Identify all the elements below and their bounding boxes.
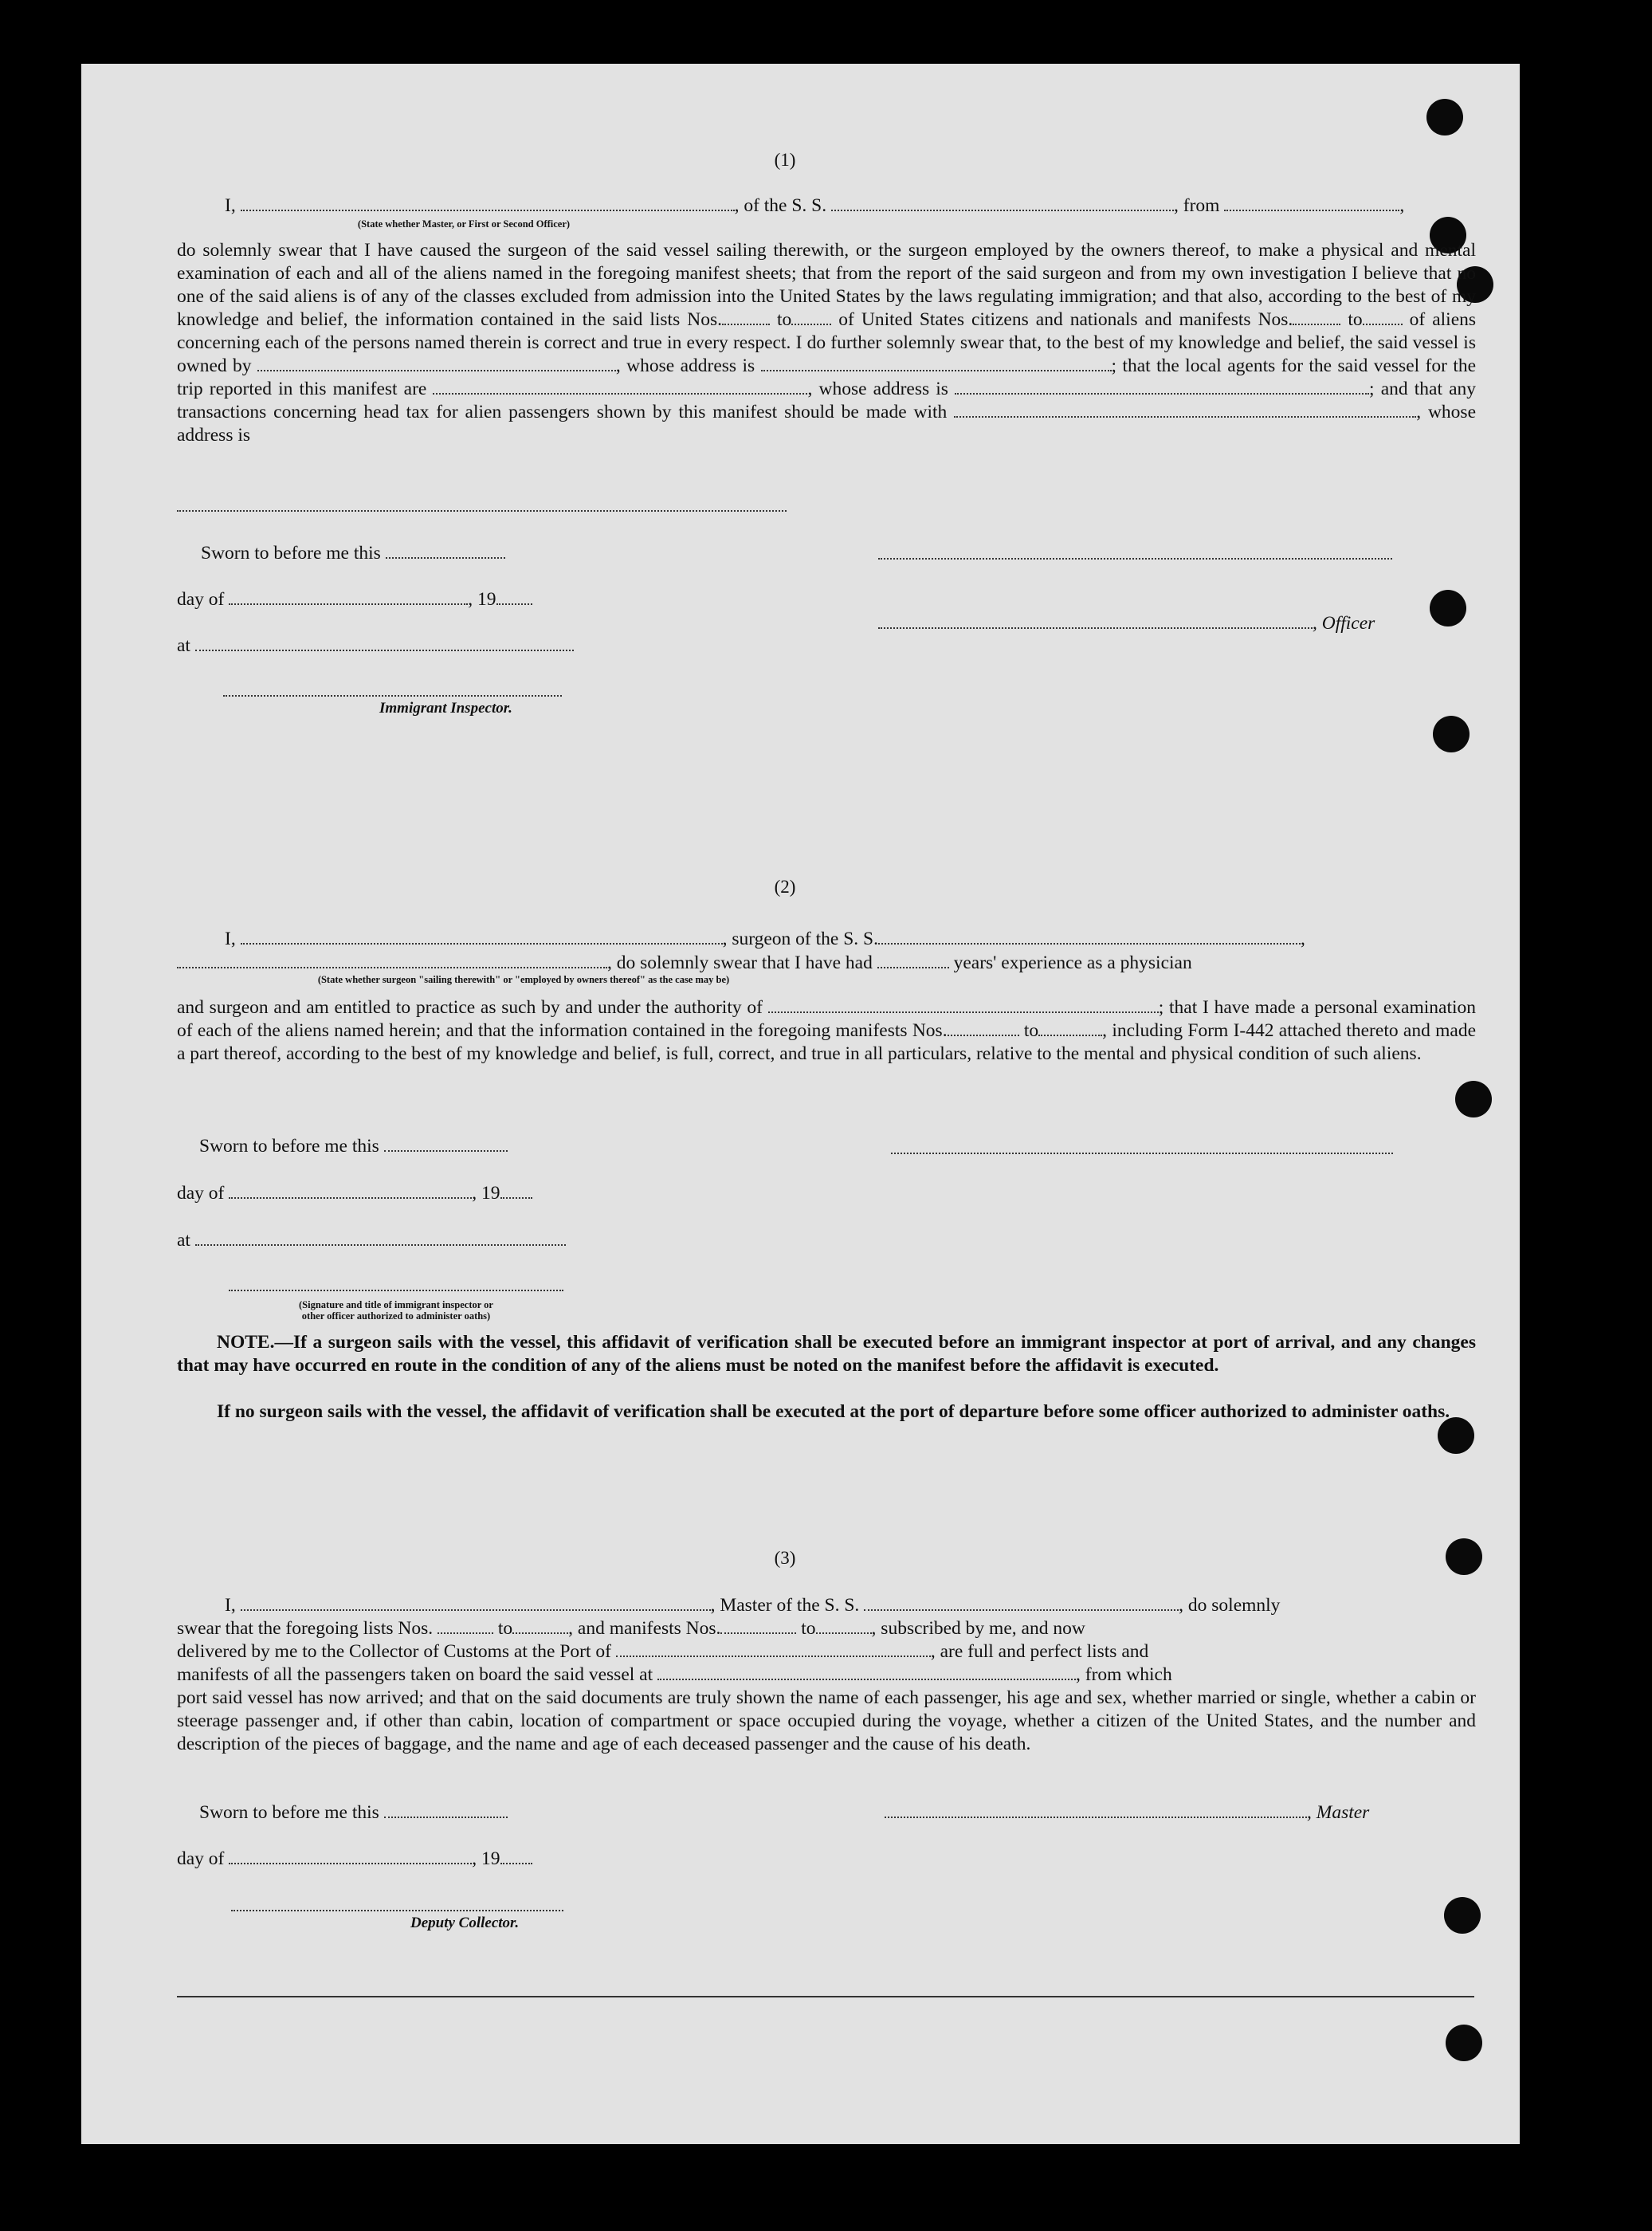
form-page [81, 64, 1520, 2144]
master-line [885, 1801, 1369, 1824]
blank-field [768, 997, 1159, 1013]
blank-field [195, 635, 574, 651]
bottom-rule [177, 1996, 1474, 1997]
note-label: NOTE. [217, 1332, 275, 1353]
text: that I have made a personal examination of each of the aliens named herein; and that the information contained in the foregoing manifests Nos. [177, 997, 1477, 1041]
oath-body [177, 1687, 1476, 1756]
text: to [1348, 309, 1363, 330]
field-note [229, 1299, 563, 1322]
field-note: (State whether surgeon "sailing therewith" or "employed by owners thereof" as the case may be) [317, 974, 730, 985]
text: , do solemnly swear that I have had [607, 952, 873, 973]
blank-field [500, 1183, 532, 1199]
text: I, [225, 1595, 236, 1616]
field-note: (State whether Master, or First or Second Officer) [357, 218, 571, 230]
inspector-title: Immigrant Inspector. [379, 700, 512, 717]
text: do solemnly swear that I have caused the surgeon of the said vessel sailing therewith, or the surgeon employed by the owners thereof, to make a physical and mental examination of each and all of the aliens named in the foregoing manifest sheets; that from the report of the said surgeon and from my own investigation I believe that no one of the said aliens is of any of the classes excluded from admission into the United States by the laws regulating immigration; and that also, according to the best of my knowledge and belief, the information contained in the said lists Nos. [177, 240, 1476, 330]
sworn-label [199, 1135, 508, 1158]
note-paragraph [177, 1331, 1476, 1377]
note-paragraph [177, 1400, 1476, 1424]
blank-field [438, 1618, 493, 1634]
text: to [1023, 1020, 1039, 1041]
text: , and manifests Nos. [568, 1618, 721, 1639]
signature-line [885, 1802, 1307, 1818]
text: swear that the foregoing lists Nos. [177, 1618, 434, 1639]
text: Sworn to before me this [199, 1802, 379, 1823]
text: , Officer [1313, 613, 1375, 634]
text: of United States citizens and nationals and manifests Nos. [838, 309, 1293, 330]
blank-field [241, 195, 735, 211]
text: to [776, 309, 792, 330]
signature-line [229, 1290, 563, 1291]
text: I, [225, 195, 236, 216]
blank-field [831, 195, 1174, 211]
oath-line [177, 1663, 1172, 1687]
text: at [177, 635, 190, 656]
punch-hole [1433, 716, 1470, 752]
text: Sworn to before me this [201, 543, 381, 564]
blank-field [722, 309, 770, 325]
text: , are full and perfect lists and [930, 1641, 1149, 1662]
blank-field [761, 355, 1112, 371]
text: , whose address is [177, 402, 1476, 446]
signature-line [223, 695, 562, 697]
blank-field [386, 543, 505, 559]
blank-field [878, 929, 1301, 945]
punch-hole [1455, 1081, 1492, 1117]
blank-field [512, 1618, 568, 1634]
at-line [177, 634, 574, 658]
blank-field [616, 1641, 931, 1657]
section-number: (1) [774, 150, 796, 170]
text: at [177, 1230, 190, 1251]
blank-field [241, 1595, 711, 1611]
signature-line [878, 613, 1313, 629]
oath-line: I, , of the S. S. , from , [225, 195, 1405, 216]
blank-field [500, 1848, 532, 1864]
day-line [177, 1182, 532, 1205]
text: day of [177, 1183, 225, 1204]
text: day of [177, 589, 225, 610]
text: , whose address is [615, 355, 755, 376]
blank-field [241, 929, 723, 945]
blank-field [1293, 309, 1340, 325]
text: I, [225, 929, 236, 949]
blank-field [229, 589, 468, 605]
text: , 19 [472, 1183, 500, 1204]
text: (Signature and title of immigrant inspector or [299, 1299, 493, 1310]
blank-field [1363, 309, 1403, 325]
blank-field [257, 355, 616, 371]
punch-hole [1446, 2025, 1482, 2061]
text: to [801, 1618, 816, 1639]
text: —If a surgeon sails with the vessel, this affidavit of verification shall be executed before an immigrant inspector at port of arrival, and any changes that may have occurred en route in the condition of any of the aliens must be noted on the manifest before the affidavit is executed. [177, 1332, 1476, 1376]
blank-field [816, 1618, 872, 1634]
text: delivered by me to the Collector of Customs at the Port of [177, 1641, 611, 1662]
sworn-label [201, 542, 505, 565]
text: , surgeon of the S. S. [722, 929, 878, 949]
blank-field [229, 1183, 472, 1199]
signature-line [878, 558, 1392, 560]
oath-line [177, 952, 1192, 975]
blank-field [791, 309, 831, 325]
text: If no surgeon sails with the vessel, the affidavit of verification shall be executed at the port of departure before some officer authorized to administer oaths. [217, 1401, 1450, 1422]
section-number: (2) [774, 877, 796, 897]
blank-field [177, 952, 607, 968]
text: , subscribed by me, and now [871, 1618, 1085, 1639]
blank-field [955, 379, 1369, 395]
day-line [177, 1848, 532, 1871]
text: day of [177, 1848, 225, 1869]
text: Sworn to before me this [199, 1136, 379, 1157]
text: , including Form I-442 attached thereto and made a part thereof, according to the best of my knowledge and belief, is full, correct, and true in all particulars, relative to the mental and physical condition of such aliens. [177, 1020, 1476, 1064]
text: ; and that any transactions concerning head tax for alien passengers shown by this manifest should be made with [177, 379, 1477, 422]
text: to [497, 1618, 513, 1639]
text: , 19 [472, 1848, 500, 1869]
day-line [177, 588, 532, 611]
text: other officer authorized to administer oaths) [301, 1310, 491, 1322]
collector-title: Deputy Collector. [410, 1915, 520, 1931]
blank-field [864, 1595, 1179, 1611]
blank-field [384, 1802, 508, 1818]
oath-body: do solemnly swear that I have caused the surgeon of the said vessel sailing therewith, or the surgeon employed by the owners thereof, to make a physical and mental examination of each and all of the aliens named in the foregoing manifest sheets; that from the report of the said surgeon and from my own investigation I believe that no one of the said aliens is of any of the classes excluded from admission into the United States by the laws regulating immigration; and that also, according to the best of my knowledge and belief, the information contained in the said lists Nos. to of United States citizens and nationals and manifests Nos. to of aliens concerning each of the persons named therein is correct and true in every respect. I do further solemnly swear that, to the best of my knowledge and belief, the said vessel is owned by , whose address is ; that the local agents for the said vessel for the trip reported in this manifest are , whose address is ; and that any transactions concerning head tax for alien passengers shown by this manifest should be made with , whose address is [177, 240, 1477, 446]
text: manifests of all the passengers taken on board the said vessel at [177, 1664, 653, 1685]
text: , Master [1307, 1802, 1370, 1823]
blank-field [177, 510, 787, 512]
punch-hole [1430, 590, 1466, 626]
text: , from which [1076, 1664, 1172, 1685]
punch-hole [1446, 1538, 1482, 1575]
oath-line [177, 1640, 1148, 1663]
text: , 19 [468, 589, 496, 610]
blank-field [496, 589, 532, 605]
text: that the local agents for the said vessel for the trip reported in this manifest are [177, 355, 1477, 399]
blank-field [384, 1136, 508, 1152]
text: , do solemnly [1179, 1595, 1281, 1616]
section-number: (3) [774, 1548, 796, 1568]
blank-field [1038, 1020, 1102, 1036]
blank-field [1224, 195, 1399, 211]
blank-field [229, 1848, 472, 1864]
blank-field [657, 1664, 1076, 1680]
text: , from [1174, 195, 1220, 216]
punch-hole [1426, 99, 1463, 136]
oath-body: and surgeon and am entitled to practice as such by and under the authority of ; that I have made a personal examination of each of the aliens named herein; and that the information contained in the foregoing manifests Nos. to , including Form I-442 attached thereto and made a part thereof, according to the best of my knowledge and belief, is full, correct, and true in all particulars, relative to the mental and physical condition of such aliens. [177, 997, 1477, 1064]
officer-line [878, 612, 1375, 635]
at-line [177, 1229, 566, 1252]
signature-line [231, 1910, 563, 1911]
text: , Master of the S. S. [710, 1595, 860, 1616]
oath-line [177, 1617, 1085, 1640]
oath-line [225, 1594, 1280, 1617]
blank-field [877, 952, 949, 968]
text: and surgeon and am entitled to practice as such by and under the authority of [177, 997, 763, 1018]
text: years' experience as a physician [953, 952, 1192, 973]
blank-field [948, 1020, 1019, 1036]
blank-field [195, 1230, 566, 1246]
oath-line: I, , surgeon of the S. S. , [225, 929, 1305, 949]
punch-hole [1444, 1897, 1481, 1934]
sworn-label [199, 1801, 508, 1824]
signature-line [891, 1153, 1393, 1154]
blank-field [433, 379, 807, 395]
text: whose address is [818, 379, 948, 399]
text: of aliens concerning each of the persons named therein is correct and true in every respect. I do further solemnly swear that, to the best of my knowledge and belief, the said vessel is owned by [177, 309, 1477, 376]
blank-field [954, 402, 1416, 418]
blank-field [720, 1618, 796, 1634]
text: , of the S. S. [734, 195, 827, 216]
text: port said vessel has now arrived; and that on the said documents are truly shown the name of each passenger, his age and sex, whether married or single, whether a cabin or steerage passenger and, if other than cabin, location of compartment or space occupied during the voyage, whether a citizen of the United States, and the number and description of the pieces of baggage, and the name and age of each deceased passenger and the cause of his death. [177, 1687, 1476, 1754]
